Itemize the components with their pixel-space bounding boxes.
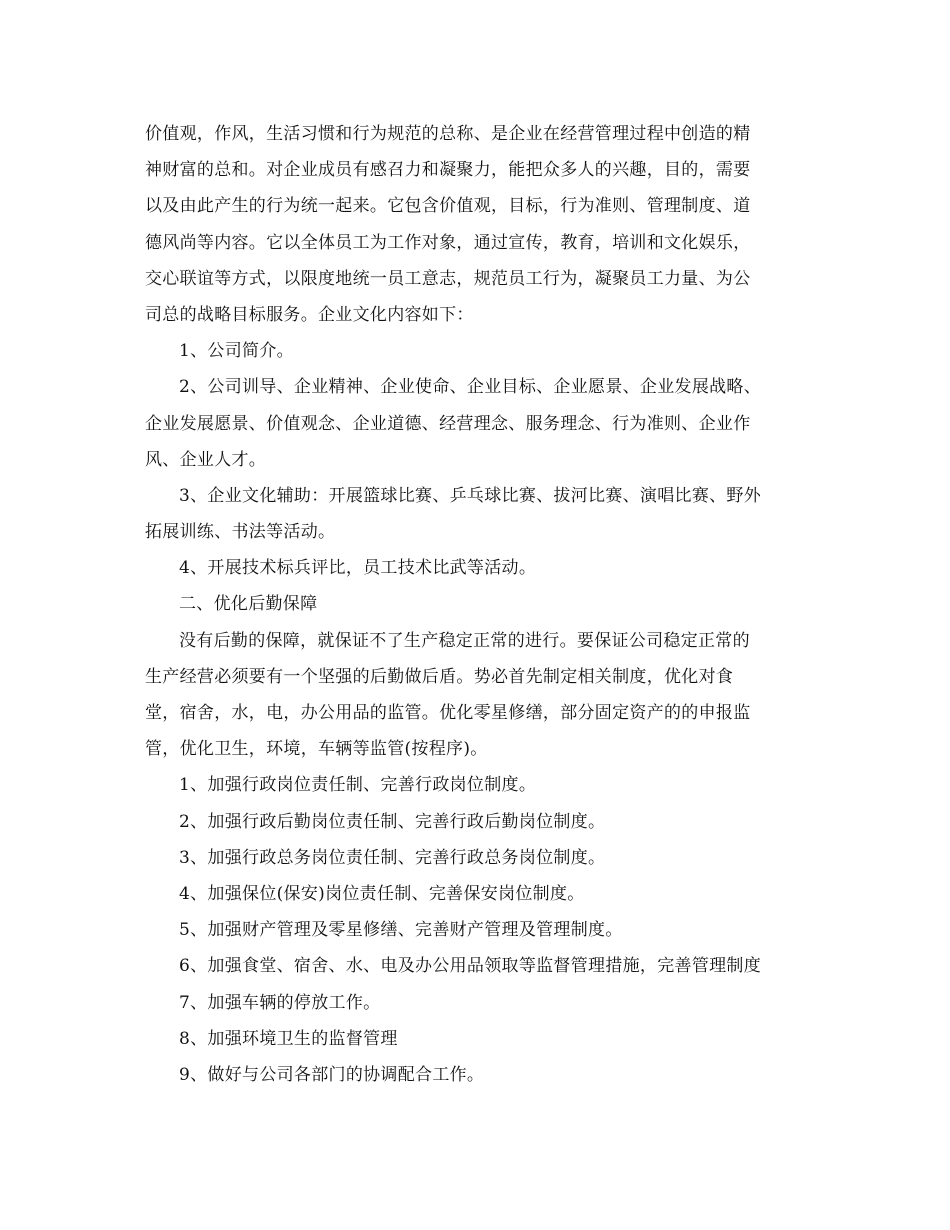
list-item: 3、企业文化辅助：开展篮球比赛、乒乓球比赛、拔河比赛、演唱比赛、野外 bbox=[179, 485, 762, 506]
paragraph-start: 没有后勤的保障，就保证不了生产稳定正常的进行。要保证公司稳定正常的 bbox=[179, 630, 750, 651]
text-line: 德风尚等内容。它以全体员工为工作对象，通过宣传，教育，培训和文化娱乐， bbox=[145, 232, 751, 253]
text-line: 拓展训练、书法等活动。 bbox=[145, 522, 336, 543]
text-line: 堂，宿舍，水，电，办公用品的监管。优化零星修缮，部分固定资产的的申报监 bbox=[145, 703, 751, 723]
list-item: 8、加强环境卫生的监督管理 bbox=[179, 1028, 398, 1049]
text-line: 生产经营必须要有一个坚强的后勤做后盾。势必首先制定相关制度，优化对食 bbox=[145, 666, 734, 687]
document-body bbox=[145, 116, 815, 1093]
text-line: 交心联谊等方式，以限度地统一员工意志，规范员工行为，凝聚员工力量、为公 bbox=[145, 268, 751, 289]
list-item: 6、加强食堂、宿舍、水、电及办公用品领取等监督管理措施，完善管理制度 bbox=[179, 956, 762, 977]
list-item: 1、公司简介。 bbox=[179, 341, 294, 362]
list-item: 9、做好与公司各部门的协调配合工作。 bbox=[179, 1064, 485, 1085]
list-item: 2、加强行政后勤岗位责任制、完善行政后勤岗位制度。 bbox=[179, 811, 606, 832]
text-line: 企业发展愿景、价值观念、企业道德、经营理念、服务理念、行为准则、企业作 bbox=[145, 413, 751, 434]
section-heading: 二、优化后勤保障 bbox=[179, 594, 318, 615]
list-item: 1、加强行政岗位责任制、完善行政岗位制度。 bbox=[179, 775, 537, 796]
text-line: 司总的战略目标服务。企业文化内容如下： bbox=[145, 304, 474, 325]
list-item: 3、加强行政总务岗位责任制、完善行政总务岗位制度。 bbox=[179, 847, 606, 868]
text-line: 以及由此产生的行为统一起来。它包含价值观，目标，行为准则、管理制度、道 bbox=[145, 196, 751, 217]
text-line: 价值观，作风，生活习惯和行为规范的总称、是企业在经营管理过程中创造的精 bbox=[145, 124, 751, 144]
list-item: 4、加强保位(保安)岗位责任制、完善保安岗位制度。 bbox=[179, 883, 585, 904]
text-line: 风、企业人才。 bbox=[145, 449, 267, 470]
text-line: 管，优化卫生，环境，车辆等监管(按程序)。 bbox=[145, 739, 488, 760]
list-item: 5、加强财产管理及零星修缮、完善财产管理及管理制度。 bbox=[179, 920, 623, 941]
text-line: 神财富的总和。对企业成员有感召力和凝聚力，能把众多人的兴趣，目的，需要 bbox=[145, 160, 751, 181]
list-item: 4、开展技术标兵评比，员工技术比武等活动。 bbox=[179, 558, 537, 579]
list-item: 2、公司训导、企业精神、企业使命、企业目标、企业愿景、企业发展战略、 bbox=[179, 377, 762, 398]
list-item: 7、加强车辆的停放工作。 bbox=[179, 992, 381, 1013]
